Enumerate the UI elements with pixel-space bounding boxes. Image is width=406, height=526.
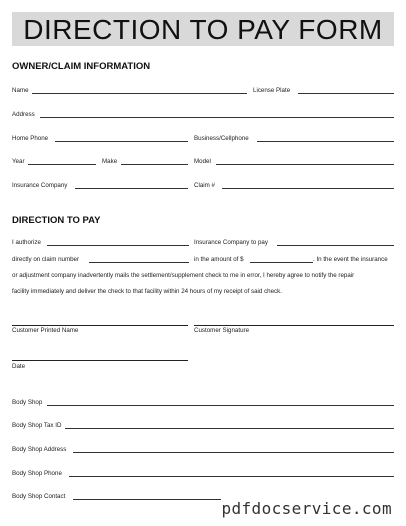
paragraph-line-2: or adjustment company inadvertently mails the settlement/supplement check to me in error, I hereby agree to notify the repair (12, 272, 355, 279)
address-label: Address (12, 111, 35, 118)
license-plate-label: License Plate (253, 87, 291, 94)
insurance-company-to-pay-field[interactable] (277, 245, 394, 246)
customer-printed-name-label: Customer Printed Name (12, 327, 79, 334)
paragraph-line-3: facility immediately and deliver the check to that facility within 24 hours of my receipt of said check. (12, 288, 282, 295)
home-phone-label: Home Phone (12, 135, 49, 142)
model-label: Model (194, 158, 211, 165)
model-field[interactable] (216, 164, 394, 165)
amount-field[interactable] (250, 262, 313, 263)
authorize-label: I authorize (12, 239, 41, 246)
make-field[interactable] (121, 164, 188, 165)
title-banner (12, 12, 394, 46)
event-text: . In the event the insurance (313, 256, 388, 263)
insurance-company-to-pay-label: Insurance Company to pay (194, 239, 268, 246)
body-shop-field[interactable] (47, 405, 394, 406)
amount-label: in the amount of $ (194, 256, 244, 263)
claim-number-field[interactable] (222, 188, 394, 189)
year-label: Year (12, 158, 25, 165)
make-label: Make (102, 158, 118, 165)
name-field[interactable] (32, 93, 247, 94)
authorize-field[interactable] (47, 245, 189, 246)
customer-signature-label: Customer Signature (194, 327, 250, 334)
form-title: DIRECTION TO PAY FORM (23, 14, 383, 45)
body-shop-phone-field[interactable] (69, 476, 394, 477)
body-shop-contact-label: Body Shop Contact (12, 493, 66, 500)
body-shop-address-label: Body Shop Address (12, 446, 67, 453)
claim-number-label: Claim # (194, 182, 215, 189)
directly-on-claim-label: directly on claim number (12, 256, 80, 263)
direction-to-pay-heading: DIRECTION TO PAY (12, 215, 101, 226)
body-shop-contact-field[interactable] (73, 499, 221, 500)
claim-number-pay-field[interactable] (89, 262, 189, 263)
business-cellphone-label: Business/Cellphone (194, 135, 249, 142)
customer-printed-name-line[interactable] (12, 325, 188, 326)
body-shop-tax-id-field[interactable] (65, 428, 394, 429)
customer-signature-line[interactable] (194, 325, 394, 326)
business-cellphone-field[interactable] (257, 141, 394, 142)
license-plate-field[interactable] (298, 93, 394, 94)
owner-claim-heading: OWNER/CLAIM INFORMATION (12, 61, 151, 72)
insurance-company-field[interactable] (75, 188, 188, 189)
home-phone-field[interactable] (55, 141, 188, 142)
name-label: Name (12, 87, 29, 94)
address-field[interactable] (40, 117, 394, 118)
date-line[interactable] (12, 360, 188, 361)
body-shop-address-field[interactable] (73, 452, 394, 453)
year-field[interactable] (28, 164, 96, 165)
body-shop-tax-id-label: Body Shop Tax ID (12, 422, 62, 429)
body-shop-phone-label: Body Shop Phone (12, 470, 62, 477)
body-shop-label: Body Shop (12, 399, 43, 406)
date-label: Date (12, 363, 26, 370)
watermark-text: pdfdocservice.com (221, 499, 392, 518)
insurance-company-label: Insurance Company (12, 182, 68, 189)
